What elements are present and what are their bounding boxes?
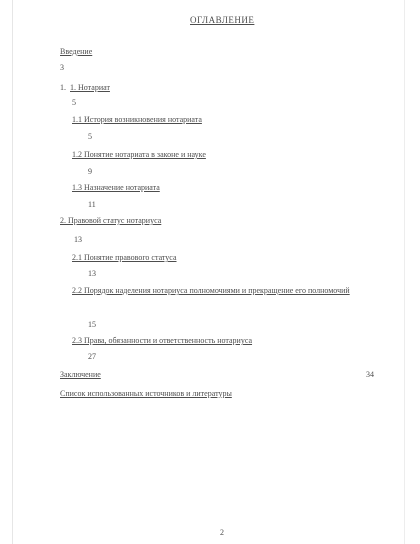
- toc-entry-conclusion: Заключение: [60, 370, 101, 379]
- toc-page-1-2: 9: [88, 167, 92, 176]
- page-number: 2: [220, 528, 224, 537]
- toc-page-1-1: 5: [88, 132, 92, 141]
- toc-entry-2-2: 2.2 Порядок наделения нотариуса полномочиями и прекращение его полномочий: [72, 286, 350, 295]
- toc-page-chapter-1: 5: [72, 98, 76, 107]
- toc-entry-chapter-1-text: 1. Нотариат: [70, 83, 110, 92]
- toc-page-2-3: 27: [88, 352, 96, 361]
- page-edge-left: [12, 0, 13, 544]
- toc-entry-chapter-2: 2. Правовой статус нотариуса: [60, 216, 162, 225]
- toc-page-conclusion: 34: [366, 370, 374, 379]
- toc-entry-2-3: 2.3 Права, обязанности и ответственность нотариуса: [72, 336, 253, 345]
- toc-entry-1-2: 1.2 Понятие нотариата в законе и науке: [72, 150, 206, 159]
- toc-entry-introduction: Введение: [60, 47, 93, 56]
- toc-entry-chapter-1: 1. 1. Нотариат: [60, 83, 110, 92]
- toc-title: ОГЛАВЛЕНИЕ: [190, 15, 255, 25]
- toc-page-2-2: 15: [88, 320, 96, 329]
- toc-entry-2-1: 2.1 Понятие правового статуса: [72, 253, 177, 262]
- toc-entry-bibliography: Список использованных источников и литературы: [60, 389, 232, 398]
- toc-page-1-3: 11: [88, 200, 96, 209]
- toc-entry-1-3: 1.3 Назначение нотариата: [72, 183, 160, 192]
- page-edge-right: [404, 0, 405, 544]
- toc-entry-1-1: 1.1 История возникновения нотариата: [72, 115, 202, 124]
- toc-page-chapter-2: 13: [74, 235, 82, 244]
- toc-page-introduction: 3: [60, 63, 64, 72]
- toc-page-2-1: 13: [88, 269, 96, 278]
